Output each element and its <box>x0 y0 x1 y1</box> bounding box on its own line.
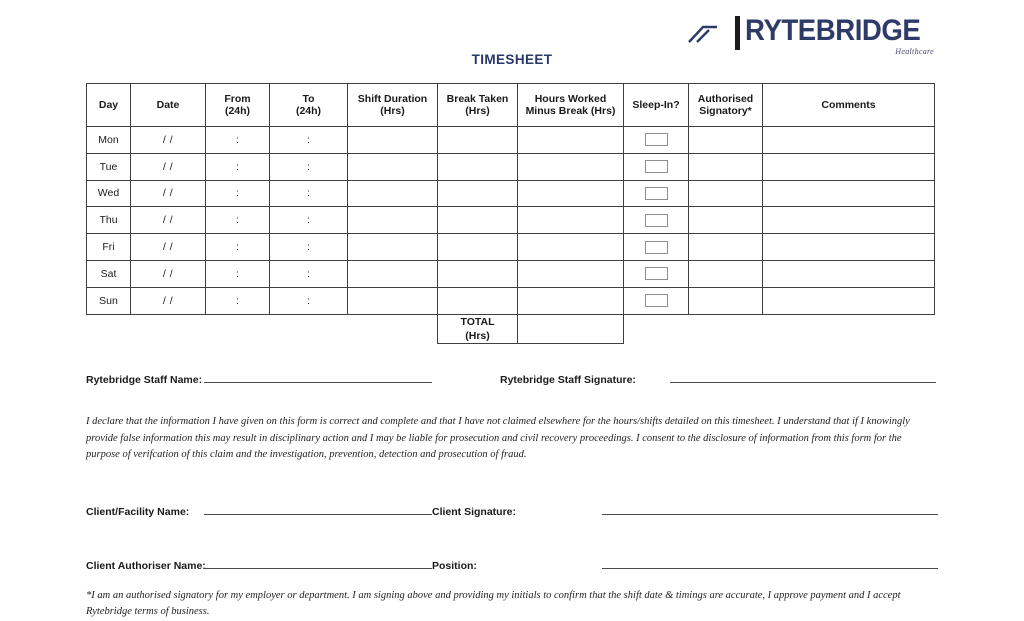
client-authoriser-input[interactable] <box>204 556 432 569</box>
total-spacer <box>624 314 689 343</box>
cell-comments[interactable] <box>763 234 935 261</box>
cell-hours-worked[interactable] <box>518 153 624 180</box>
cell-authorised-signatory[interactable] <box>689 127 763 154</box>
total-spacer <box>131 314 206 343</box>
table-row <box>87 153 935 180</box>
cell-sleep-in[interactable] <box>624 260 689 287</box>
cell-authorised-signatory[interactable] <box>689 234 763 261</box>
cell-break-taken[interactable] <box>438 234 518 261</box>
cell-to[interactable]: : <box>270 287 348 314</box>
cell-sleep-in[interactable] <box>624 153 689 180</box>
cell-authorised-signatory[interactable] <box>689 260 763 287</box>
cell-comments[interactable] <box>763 153 935 180</box>
client-facility-input[interactable] <box>204 502 432 515</box>
total-row <box>87 314 935 343</box>
header-comments-label: Comments <box>821 98 876 111</box>
table-row <box>87 287 935 314</box>
cell-from[interactable]: : <box>206 127 270 154</box>
cell-break-taken[interactable] <box>438 180 518 207</box>
cell-date[interactable]: / / <box>131 207 206 234</box>
cell-date[interactable]: / / <box>131 153 206 180</box>
cell-day: Thu <box>87 207 131 234</box>
header-authorised-signatory <box>689 84 763 127</box>
cell-break-taken[interactable] <box>438 207 518 234</box>
cell-comments[interactable] <box>763 127 935 154</box>
cell-comments[interactable] <box>763 207 935 234</box>
cell-date[interactable]: / / <box>131 287 206 314</box>
double-slash-icon <box>687 16 733 50</box>
header-from-unit: (24h) <box>224 105 251 117</box>
staff-name-input[interactable] <box>204 370 432 383</box>
header-authorised-signatory-label2: Signatory* <box>699 105 752 117</box>
checkbox-icon[interactable] <box>645 160 668 173</box>
client-facility-label: Client/Facility Name: <box>86 505 190 518</box>
cell-break-taken[interactable] <box>438 287 518 314</box>
header-from-label: From <box>224 92 251 105</box>
table-row <box>87 260 935 287</box>
logo-wordmark: RYTEBRIDGE <box>745 14 921 47</box>
header-break-taken-label: Break Taken <box>446 92 509 105</box>
total-spacer <box>270 314 348 343</box>
total-label <box>438 314 518 343</box>
cell-sleep-in[interactable] <box>624 234 689 261</box>
cell-sleep-in[interactable] <box>624 287 689 314</box>
staff-name-label: Rytebridge Staff Name: <box>86 374 203 386</box>
cell-day: Mon <box>87 127 131 154</box>
cell-day: Sat <box>87 260 131 287</box>
timesheet-table <box>86 83 935 344</box>
cell-to[interactable]: : <box>270 153 348 180</box>
cell-from[interactable]: : <box>206 287 270 314</box>
position-input[interactable] <box>602 556 938 569</box>
header-sleep-in-label: Sleep-In? <box>632 98 680 111</box>
cell-day: Wed <box>87 180 131 207</box>
total-spacer <box>87 314 131 343</box>
total-value-cell[interactable] <box>518 314 624 343</box>
header-to <box>270 84 348 127</box>
table-row <box>87 207 935 234</box>
logo-divider-bar <box>735 16 740 50</box>
cell-day: Tue <box>87 153 131 180</box>
cell-date[interactable]: / / <box>131 234 206 261</box>
cell-sleep-in[interactable] <box>624 180 689 207</box>
header-from <box>206 84 270 127</box>
cell-to[interactable]: : <box>270 260 348 287</box>
header-hours-worked-unit: Minus Break (Hrs) <box>525 105 616 117</box>
cell-hours-worked[interactable] <box>518 234 624 261</box>
cell-sleep-in[interactable] <box>624 127 689 154</box>
cell-authorised-signatory[interactable] <box>689 180 763 207</box>
cell-shift-duration[interactable] <box>348 287 438 314</box>
signature-form-area <box>86 370 936 621</box>
client-signature-input[interactable] <box>602 502 938 515</box>
header-comments <box>763 84 935 127</box>
position-label: Position: <box>432 559 477 572</box>
cell-from[interactable]: : <box>206 207 270 234</box>
cell-break-taken[interactable] <box>438 153 518 180</box>
cell-hours-worked[interactable] <box>518 260 624 287</box>
header-day <box>87 84 131 127</box>
checkbox-icon[interactable] <box>645 241 668 254</box>
page-title: TIMESHEET <box>471 52 553 67</box>
cell-to[interactable]: : <box>270 180 348 207</box>
checkbox-icon[interactable] <box>645 214 668 227</box>
header-sleep-in <box>624 84 689 127</box>
table-row <box>87 234 935 261</box>
cell-shift-duration[interactable] <box>348 180 438 207</box>
cell-shift-duration[interactable] <box>348 153 438 180</box>
table-row <box>87 180 935 207</box>
client-facility-row <box>86 502 936 518</box>
header-shift-duration-unit: (Hrs) <box>380 105 405 117</box>
checkbox-icon[interactable] <box>645 294 668 307</box>
cell-hours-worked[interactable] <box>518 127 624 154</box>
header-hours-worked-label: Hours Worked <box>534 92 607 105</box>
cell-hours-worked[interactable] <box>518 180 624 207</box>
client-authoriser-row <box>86 556 936 572</box>
cell-shift-duration[interactable] <box>348 260 438 287</box>
header-date <box>131 84 206 127</box>
cell-from[interactable]: : <box>206 260 270 287</box>
header-to-unit: (24h) <box>295 105 322 117</box>
checkbox-icon[interactable] <box>645 267 668 280</box>
logo-subtitle: Healthcare <box>895 47 934 56</box>
client-authoriser-label: Client Authoriser Name: <box>86 559 206 572</box>
cell-hours-worked[interactable] <box>518 207 624 234</box>
cell-to[interactable]: : <box>270 207 348 234</box>
client-signature-label: Client Signature: <box>432 505 517 518</box>
header-hours-worked <box>518 84 624 127</box>
declaration-text: I declare that the information I have given on this form is correct and complete and that I have not claimed elsewhere for the hours/shifts detailed on this timesheet. I understand that if I knowingly provide false information this may result in disciplinary action and I may be liable for prosecution and civil recovery proceedings. I consent to the disclosure of information from this form for the purpose of verifcation of this claim and the investigation, prevention, detection and prosecution of fraud. <box>86 416 910 460</box>
header-break-taken-unit: (Hrs) <box>465 105 490 117</box>
cell-shift-duration[interactable] <box>348 207 438 234</box>
brand-logo <box>687 16 936 56</box>
cell-sleep-in[interactable] <box>624 207 689 234</box>
cell-day: Sun <box>87 287 131 314</box>
header-to-label: To <box>302 92 315 105</box>
staff-name-row <box>86 370 936 386</box>
cell-comments[interactable] <box>763 260 935 287</box>
cell-from[interactable]: : <box>206 234 270 261</box>
cell-authorised-signatory[interactable] <box>689 207 763 234</box>
cell-authorised-signatory[interactable] <box>689 287 763 314</box>
table-header-row <box>87 84 935 127</box>
staff-signature-input[interactable] <box>670 370 936 383</box>
cell-from[interactable]: : <box>206 153 270 180</box>
cell-from[interactable]: : <box>206 180 270 207</box>
header-day-label: Day <box>98 98 119 111</box>
cell-shift-duration[interactable] <box>348 127 438 154</box>
cell-hours-worked[interactable] <box>518 287 624 314</box>
total-label-text: TOTAL <box>460 315 495 328</box>
header-break-taken <box>438 84 518 127</box>
total-spacer <box>348 314 438 343</box>
cell-day: Fri <box>87 234 131 261</box>
cell-to[interactable]: : <box>270 234 348 261</box>
cell-date[interactable]: / / <box>131 127 206 154</box>
cell-break-taken[interactable] <box>438 260 518 287</box>
cell-comments[interactable] <box>763 287 935 314</box>
cell-shift-duration[interactable] <box>348 234 438 261</box>
total-spacer <box>206 314 270 343</box>
cell-date[interactable]: / / <box>131 180 206 207</box>
table-body <box>87 127 935 344</box>
header-shift-duration-label: Shift Duration <box>357 92 428 105</box>
total-spacer <box>763 314 935 343</box>
cell-to[interactable]: : <box>270 127 348 154</box>
table-row <box>87 127 935 154</box>
checkbox-icon[interactable] <box>645 133 668 146</box>
header-authorised-signatory-label: Authorised <box>697 92 754 105</box>
cell-break-taken[interactable] <box>438 127 518 154</box>
total-spacer <box>689 314 763 343</box>
header-date-label: Date <box>156 98 180 111</box>
footnote-text: *I am an authorised signatory for my employer or department. I am signing above and providing my initials to confirm that the shift date & timings are accurate, I approve payment and I accept Rytebridge terms of business. <box>86 589 901 617</box>
checkbox-icon[interactable] <box>645 187 668 200</box>
cell-comments[interactable] <box>763 180 935 207</box>
total-label-unit: (Hrs) <box>465 329 490 342</box>
header-shift-duration <box>348 84 438 127</box>
cell-authorised-signatory[interactable] <box>689 153 763 180</box>
staff-signature-label: Rytebridge Staff Signature: <box>500 374 636 386</box>
cell-date[interactable]: / / <box>131 260 206 287</box>
